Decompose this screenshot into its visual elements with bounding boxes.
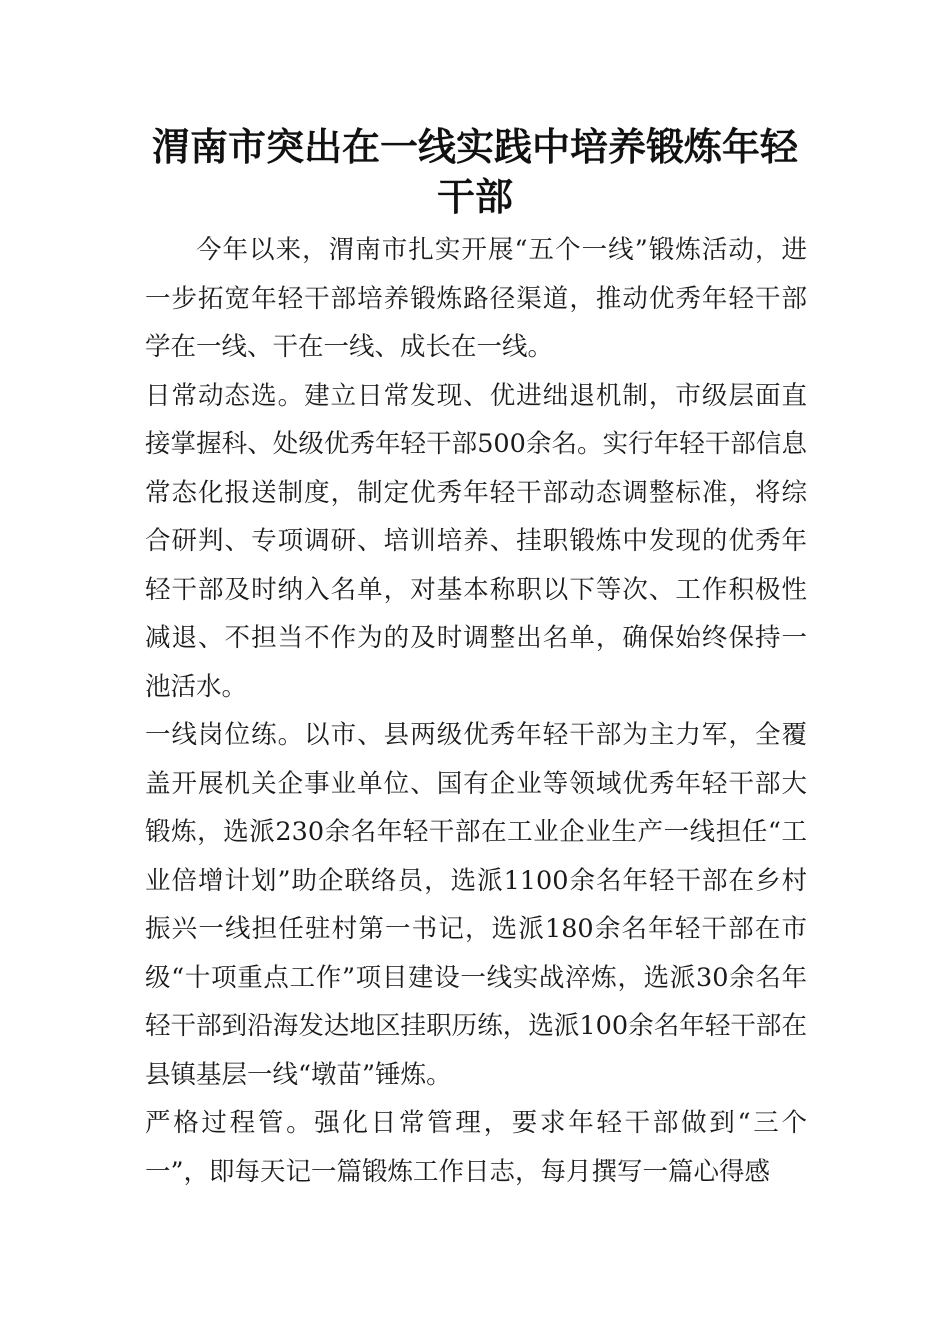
paragraph-daily-selection: 日常动态选。建立日常发现、优进绌退机制，市级层面直接掌握科、处级优秀年轻干部500余名。实行年轻干部信息常态化报送制度，制定优秀年轻干部动态调整标准，将综合研判、专项调研、培训培养、挂职锻炼中发现的优秀年轻干部及时纳入名单，对基本称职以下等次、工作积极性减退、不担当不作为的及时调整出名单，确保始终保持一池活水。 — [145, 380, 807, 702]
paragraph-frontline-training: 一线岗位练。以市、县两级优秀年轻干部为主力军，全覆盖开展机关企事业单位、国有企业等领域优秀年轻干部大锻炼，选派230余名年轻干部在工业企业生产一线担任“工业倍增计划”助企联络员，选派1100余名年轻干部在乡村振兴一线担任驻村第一书记，选派180余名年轻干部在市级“十项重点工作”项目建设一线实战淬炼，选派30余名年轻干部到沿海发达地区挂职历练，选派100余名年轻干部在县镇基层一线“墩苗”锤炼。 — [145, 720, 807, 1090]
page-title: 渭南市突出在一线实践中培养锻炼年轻干部 — [151, 124, 798, 219]
paragraph-process-management: 严格过程管。强化日常管理，要求年轻干部做到“三个一”，即每天记一篇锻炼工作日志，每月撰写一篇心得感 — [145, 1108, 807, 1187]
article-body — [145, 226, 807, 1196]
paragraph-intro: 今年以来，渭南市扎实开展“五个一线”锻炼活动，进一步拓宽年轻干部培养锻炼路径渠道，推动优秀年轻干部学在一线、干在一线、成长在一线。 — [145, 235, 807, 362]
